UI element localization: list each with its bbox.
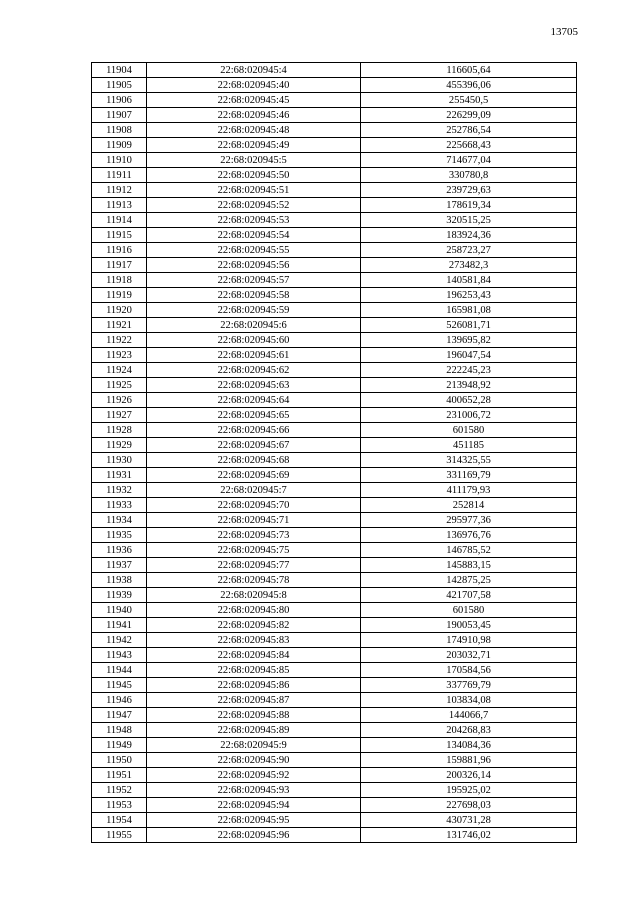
cadastral-number-cell: 22:68:020945:60 [147, 333, 361, 348]
table-row [92, 648, 577, 663]
cadastral-number-cell: 22:68:020945:45 [147, 93, 361, 108]
cadastral-number-cell: 22:68:020945:88 [147, 708, 361, 723]
row-number-cell: 11953 [92, 798, 147, 813]
value-cell: 170584,56 [361, 663, 577, 678]
value-cell: 140581,84 [361, 273, 577, 288]
table-row [92, 408, 577, 423]
table-row [92, 768, 577, 783]
row-number-cell: 11942 [92, 633, 147, 648]
value-cell: 225668,43 [361, 138, 577, 153]
row-number-cell: 11910 [92, 153, 147, 168]
value-cell: 320515,25 [361, 213, 577, 228]
value-cell: 200326,14 [361, 768, 577, 783]
row-number-cell: 11918 [92, 273, 147, 288]
row-number-cell: 11933 [92, 498, 147, 513]
table-row [92, 813, 577, 828]
row-number-cell: 11914 [92, 213, 147, 228]
cadastral-number-cell: 22:68:020945:50 [147, 168, 361, 183]
table-row [92, 618, 577, 633]
row-number-cell: 11945 [92, 678, 147, 693]
row-number-cell: 11916 [92, 243, 147, 258]
table-row [92, 708, 577, 723]
cadastral-number-cell: 22:68:020945:82 [147, 618, 361, 633]
cadastral-number-cell: 22:68:020945:70 [147, 498, 361, 513]
cadastral-number-cell: 22:68:020945:80 [147, 603, 361, 618]
row-number-cell: 11951 [92, 768, 147, 783]
cadastral-number-cell: 22:68:020945:85 [147, 663, 361, 678]
cadastral-number-cell: 22:68:020945:9 [147, 738, 361, 753]
table-row [92, 423, 577, 438]
table-row [92, 393, 577, 408]
table-row [92, 468, 577, 483]
cadastral-number-cell: 22:68:020945:64 [147, 393, 361, 408]
value-cell: 116605,64 [361, 63, 577, 78]
value-cell: 222245,23 [361, 363, 577, 378]
row-number-cell: 11944 [92, 663, 147, 678]
table-row [92, 78, 577, 93]
value-cell: 142875,25 [361, 573, 577, 588]
value-cell: 145883,15 [361, 558, 577, 573]
table-row [92, 603, 577, 618]
cadastral-number-cell: 22:68:020945:48 [147, 123, 361, 138]
value-cell: 213948,92 [361, 378, 577, 393]
value-cell: 103834,08 [361, 693, 577, 708]
value-cell: 196253,43 [361, 288, 577, 303]
cadastral-number-cell: 22:68:020945:67 [147, 438, 361, 453]
table-row [92, 438, 577, 453]
cadastral-number-cell: 22:68:020945:59 [147, 303, 361, 318]
value-cell: 714677,04 [361, 153, 577, 168]
row-number-cell: 11927 [92, 408, 147, 423]
table-row [92, 738, 577, 753]
table-row [92, 828, 577, 843]
cadastral-number-cell: 22:68:020945:68 [147, 453, 361, 468]
table-row [92, 498, 577, 513]
row-number-cell: 11938 [92, 573, 147, 588]
value-cell: 601580 [361, 423, 577, 438]
cadastral-number-cell: 22:68:020945:78 [147, 573, 361, 588]
table-row [92, 483, 577, 498]
cadastral-number-cell: 22:68:020945:93 [147, 783, 361, 798]
cadastral-number-cell: 22:68:020945:83 [147, 633, 361, 648]
cadastral-number-cell: 22:68:020945:89 [147, 723, 361, 738]
value-cell: 330780,8 [361, 168, 577, 183]
value-cell: 331169,79 [361, 468, 577, 483]
table-row [92, 108, 577, 123]
cadastral-number-cell: 22:68:020945:57 [147, 273, 361, 288]
value-cell: 295977,36 [361, 513, 577, 528]
cadastral-number-cell: 22:68:020945:66 [147, 423, 361, 438]
table-row [92, 123, 577, 138]
value-cell: 421707,58 [361, 588, 577, 603]
table-row [92, 213, 577, 228]
cadastral-number-cell: 22:68:020945:71 [147, 513, 361, 528]
value-cell: 174910,98 [361, 633, 577, 648]
row-number-cell: 11939 [92, 588, 147, 603]
value-cell: 455396,06 [361, 78, 577, 93]
table-row [92, 303, 577, 318]
table-row [92, 333, 577, 348]
table-row [92, 198, 577, 213]
value-cell: 273482,3 [361, 258, 577, 273]
table-row [92, 243, 577, 258]
table-row [92, 528, 577, 543]
cadastral-number-cell: 22:68:020945:58 [147, 288, 361, 303]
table-row [92, 783, 577, 798]
row-number-cell: 11934 [92, 513, 147, 528]
row-number-cell: 11936 [92, 543, 147, 558]
row-number-cell: 11923 [92, 348, 147, 363]
cadastral-number-cell: 22:68:020945:65 [147, 408, 361, 423]
cadastral-number-cell: 22:68:020945:87 [147, 693, 361, 708]
row-number-cell: 11928 [92, 423, 147, 438]
table-row [92, 543, 577, 558]
table-row [92, 678, 577, 693]
value-cell: 451185 [361, 438, 577, 453]
value-cell: 252814 [361, 498, 577, 513]
row-number-cell: 11943 [92, 648, 147, 663]
table-row [92, 183, 577, 198]
cadastral-number-cell: 22:68:020945:55 [147, 243, 361, 258]
table-row [92, 153, 577, 168]
cadastral-number-cell: 22:68:020945:49 [147, 138, 361, 153]
row-number-cell: 11950 [92, 753, 147, 768]
table-row [92, 453, 577, 468]
cadastral-number-cell: 22:68:020945:96 [147, 828, 361, 843]
row-number-cell: 11932 [92, 483, 147, 498]
table-row [92, 93, 577, 108]
row-number-cell: 11929 [92, 438, 147, 453]
cadastral-number-cell: 22:68:020945:94 [147, 798, 361, 813]
row-number-cell: 11921 [92, 318, 147, 333]
table-row [92, 693, 577, 708]
table-row [92, 663, 577, 678]
row-number-cell: 11919 [92, 288, 147, 303]
row-number-cell: 11911 [92, 168, 147, 183]
row-number-cell: 11930 [92, 453, 147, 468]
row-number-cell: 11913 [92, 198, 147, 213]
row-number-cell: 11915 [92, 228, 147, 243]
table-row [92, 633, 577, 648]
row-number-cell: 11905 [92, 78, 147, 93]
cadastral-number-cell: 22:68:020945:5 [147, 153, 361, 168]
row-number-cell: 11935 [92, 528, 147, 543]
cadastral-number-cell: 22:68:020945:61 [147, 348, 361, 363]
value-cell: 139695,82 [361, 333, 577, 348]
cadastral-number-cell: 22:68:020945:84 [147, 648, 361, 663]
cadastral-number-cell: 22:68:020945:73 [147, 528, 361, 543]
row-number-cell: 11946 [92, 693, 147, 708]
table-row [92, 753, 577, 768]
value-cell: 159881,96 [361, 753, 577, 768]
row-number-cell: 11948 [92, 723, 147, 738]
row-number-cell: 11917 [92, 258, 147, 273]
value-cell: 601580 [361, 603, 577, 618]
cadastral-number-cell: 22:68:020945:56 [147, 258, 361, 273]
cadastral-number-cell: 22:68:020945:90 [147, 753, 361, 768]
row-number-cell: 11947 [92, 708, 147, 723]
value-cell: 134084,36 [361, 738, 577, 753]
table-row [92, 723, 577, 738]
table-row [92, 573, 577, 588]
value-cell: 227698,03 [361, 798, 577, 813]
row-number-cell: 11907 [92, 108, 147, 123]
row-number-cell: 11931 [92, 468, 147, 483]
page-number: 13705 [550, 26, 578, 38]
value-cell: 195925,02 [361, 783, 577, 798]
value-cell: 231006,72 [361, 408, 577, 423]
cadastral-number-cell: 22:68:020945:8 [147, 588, 361, 603]
cadastral-number-cell: 22:68:020945:46 [147, 108, 361, 123]
table-row [92, 228, 577, 243]
cadastral-number-cell: 22:68:020945:86 [147, 678, 361, 693]
value-cell: 411179,93 [361, 483, 577, 498]
cadastral-number-cell: 22:68:020945:7 [147, 483, 361, 498]
table-row [92, 378, 577, 393]
row-number-cell: 11912 [92, 183, 147, 198]
table-row [92, 258, 577, 273]
table-row [92, 348, 577, 363]
table-row [92, 318, 577, 333]
value-cell: 400652,28 [361, 393, 577, 408]
cadastral-number-cell: 22:68:020945:53 [147, 213, 361, 228]
table-row [92, 798, 577, 813]
row-number-cell: 11906 [92, 93, 147, 108]
cadastral-number-cell: 22:68:020945:95 [147, 813, 361, 828]
row-number-cell: 11941 [92, 618, 147, 633]
value-cell: 183924,36 [361, 228, 577, 243]
table-row [92, 273, 577, 288]
row-number-cell: 11920 [92, 303, 147, 318]
table-row [92, 558, 577, 573]
value-cell: 430731,28 [361, 813, 577, 828]
row-number-cell: 11909 [92, 138, 147, 153]
registry-table-body [92, 63, 577, 843]
value-cell: 252786,54 [361, 123, 577, 138]
value-cell: 178619,34 [361, 198, 577, 213]
value-cell: 204268,83 [361, 723, 577, 738]
table-row [92, 168, 577, 183]
value-cell: 131746,02 [361, 828, 577, 843]
cadastral-number-cell: 22:68:020945:69 [147, 468, 361, 483]
cadastral-number-cell: 22:68:020945:62 [147, 363, 361, 378]
row-number-cell: 11949 [92, 738, 147, 753]
value-cell: 196047,54 [361, 348, 577, 363]
row-number-cell: 11952 [92, 783, 147, 798]
cadastral-number-cell: 22:68:020945:6 [147, 318, 361, 333]
row-number-cell: 11954 [92, 813, 147, 828]
value-cell: 314325,55 [361, 453, 577, 468]
table-row [92, 363, 577, 378]
value-cell: 226299,09 [361, 108, 577, 123]
row-number-cell: 11925 [92, 378, 147, 393]
value-cell: 258723,27 [361, 243, 577, 258]
row-number-cell: 11955 [92, 828, 147, 843]
value-cell: 144066,7 [361, 708, 577, 723]
table-row [92, 138, 577, 153]
row-number-cell: 11922 [92, 333, 147, 348]
cadastral-number-cell: 22:68:020945:63 [147, 378, 361, 393]
row-number-cell: 11904 [92, 63, 147, 78]
cadastral-number-cell: 22:68:020945:92 [147, 768, 361, 783]
cadastral-number-cell: 22:68:020945:75 [147, 543, 361, 558]
row-number-cell: 11926 [92, 393, 147, 408]
cadastral-number-cell: 22:68:020945:77 [147, 558, 361, 573]
cadastral-number-cell: 22:68:020945:4 [147, 63, 361, 78]
value-cell: 203032,71 [361, 648, 577, 663]
value-cell: 190053,45 [361, 618, 577, 633]
value-cell: 165981,08 [361, 303, 577, 318]
table-row [92, 63, 577, 78]
row-number-cell: 11937 [92, 558, 147, 573]
cadastral-number-cell: 22:68:020945:40 [147, 78, 361, 93]
value-cell: 136976,76 [361, 528, 577, 543]
row-number-cell: 11940 [92, 603, 147, 618]
table-row [92, 588, 577, 603]
value-cell: 146785,52 [361, 543, 577, 558]
value-cell: 239729,63 [361, 183, 577, 198]
registry-table [91, 62, 577, 843]
table-row [92, 288, 577, 303]
table-row [92, 513, 577, 528]
row-number-cell: 11908 [92, 123, 147, 138]
value-cell: 255450,5 [361, 93, 577, 108]
cadastral-number-cell: 22:68:020945:54 [147, 228, 361, 243]
value-cell: 526081,71 [361, 318, 577, 333]
cadastral-number-cell: 22:68:020945:51 [147, 183, 361, 198]
value-cell: 337769,79 [361, 678, 577, 693]
cadastral-number-cell: 22:68:020945:52 [147, 198, 361, 213]
row-number-cell: 11924 [92, 363, 147, 378]
